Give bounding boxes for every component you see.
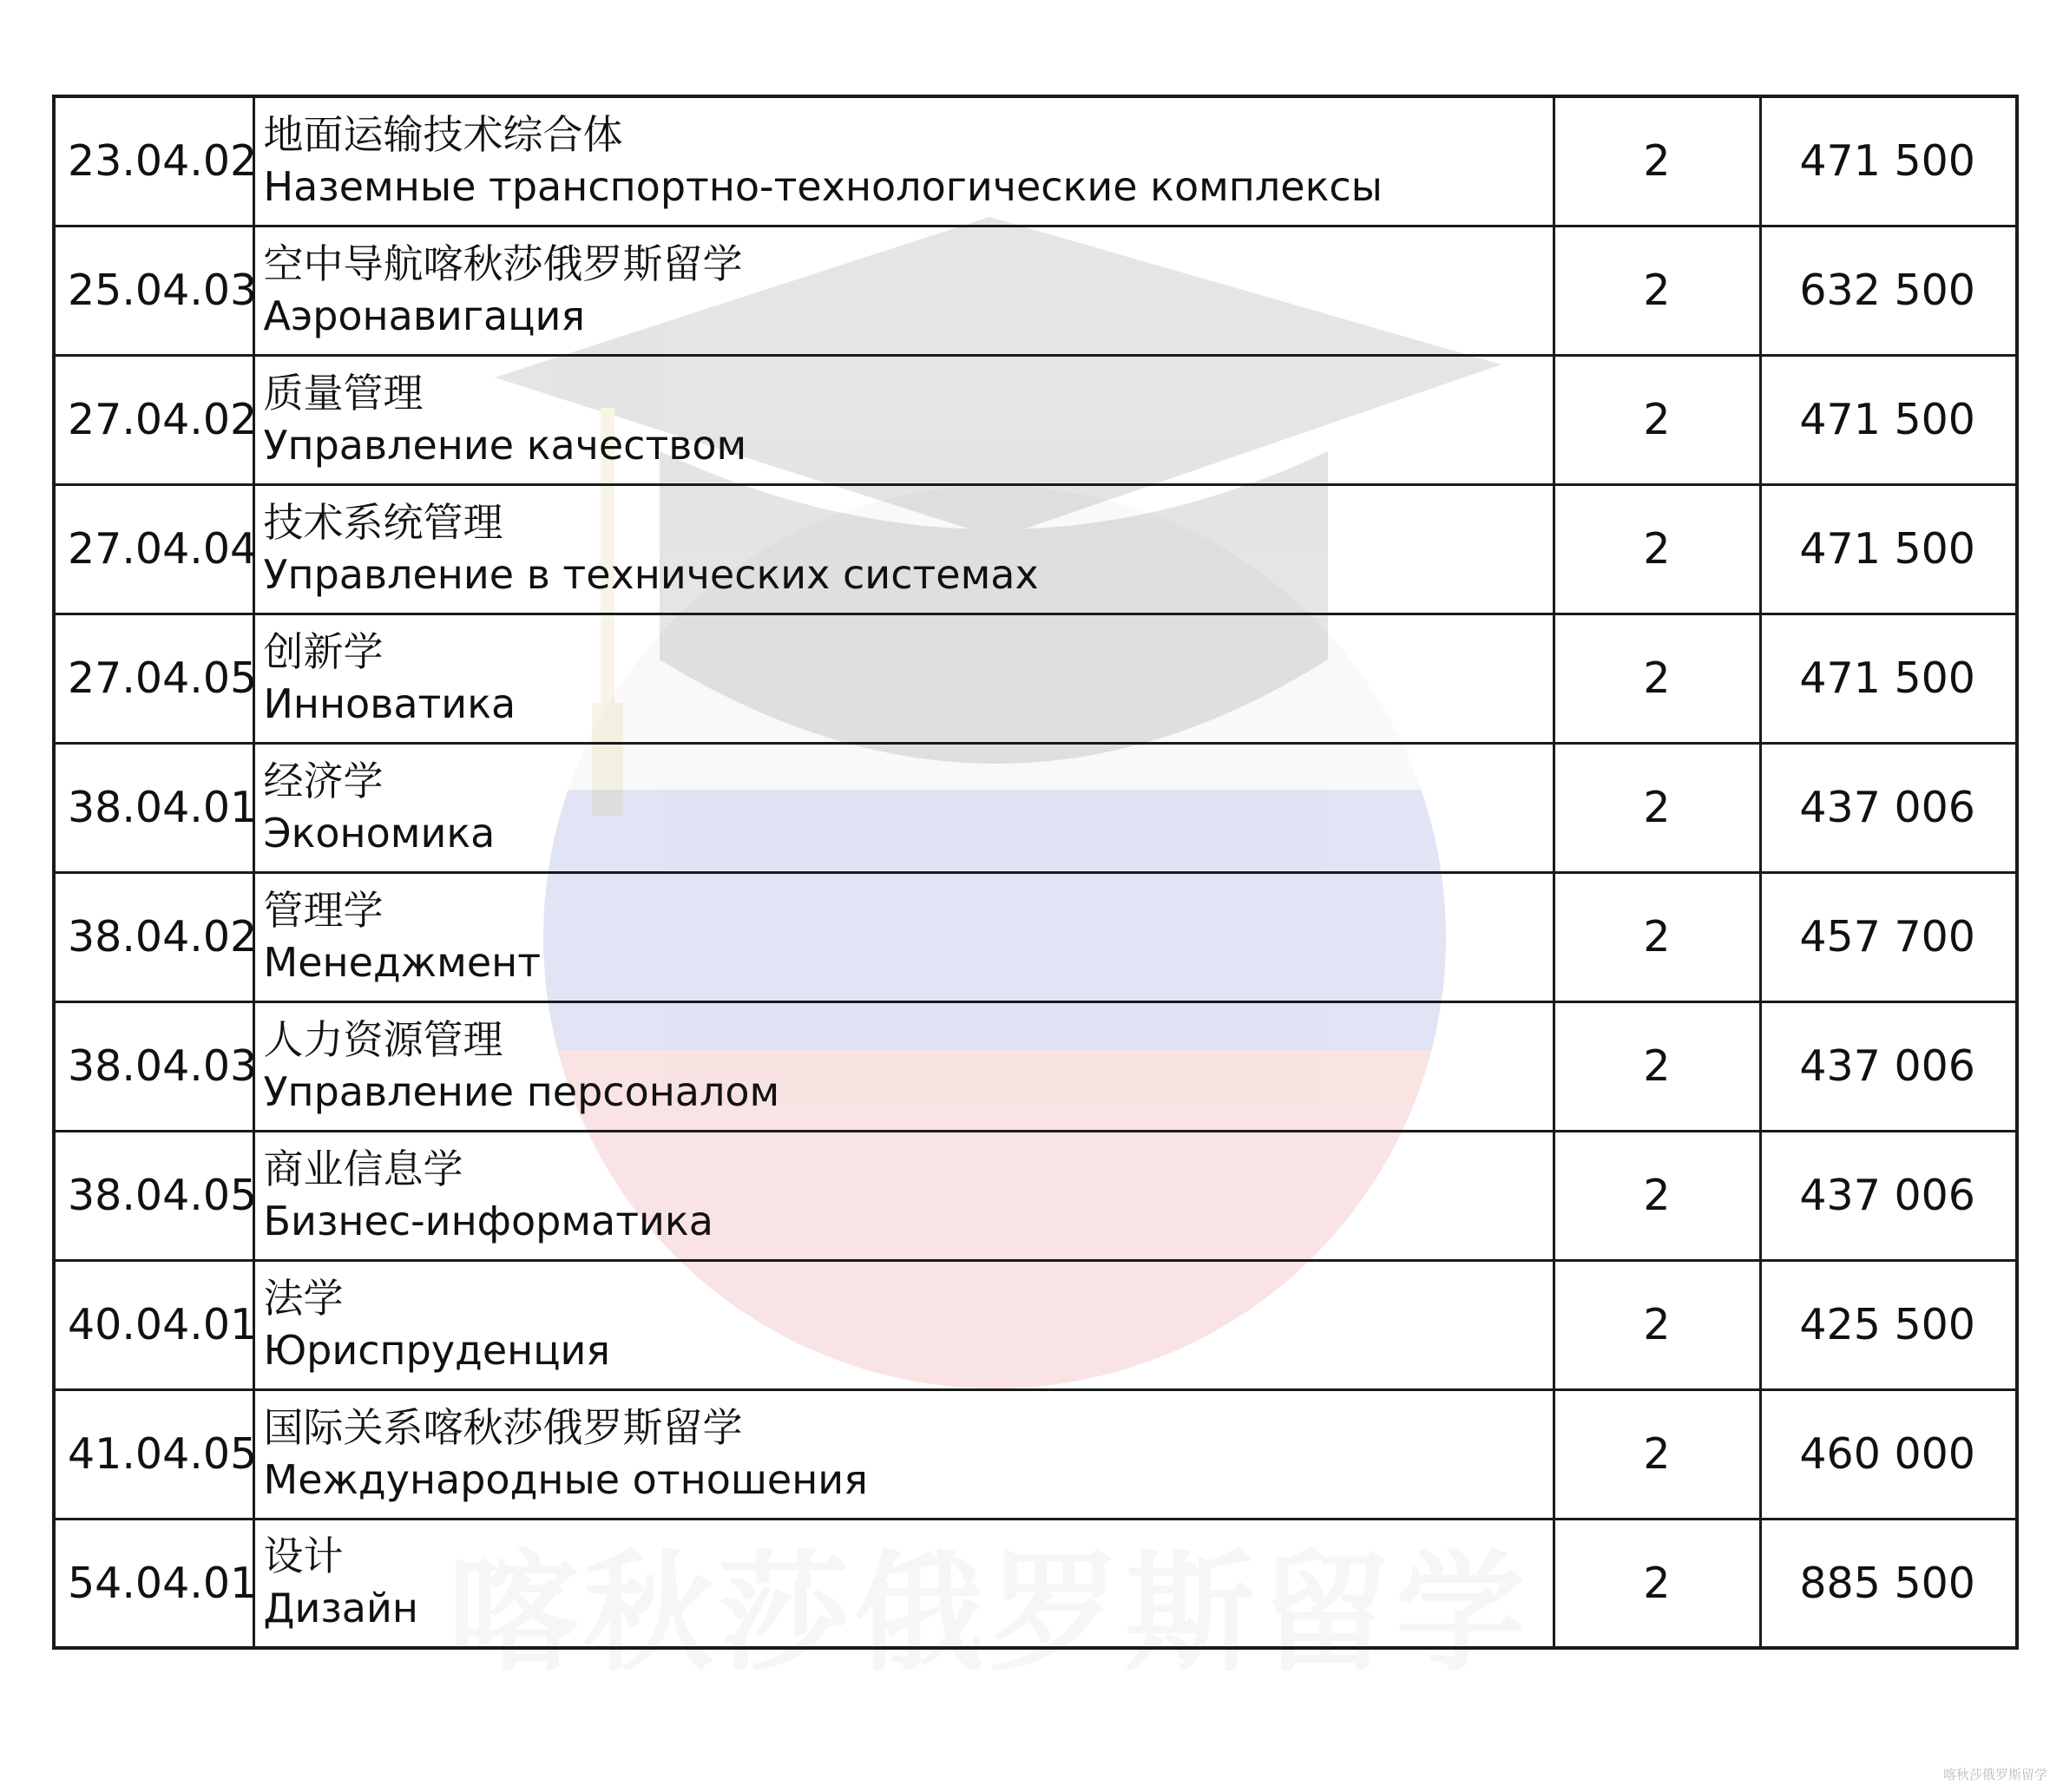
table-body (54, 96, 2017, 1648)
program-name-cell (253, 1001, 1554, 1131)
study-years-cell: 2 (1554, 1519, 1760, 1648)
tuition-price-cell: 457 700 (1760, 872, 2017, 1001)
tuition-price-cell: 632 500 (1760, 226, 2017, 355)
program-name-cell (253, 743, 1554, 872)
program-name-cell (253, 484, 1554, 614)
program-name-cell (253, 96, 1554, 226)
table-row (54, 1001, 2017, 1131)
program-name-ru: Юриспруденция (263, 1326, 611, 1374)
program-name-ru: Наземные транспортно-технологические комплексы (263, 162, 1383, 210)
program-name-zh: 空中导航喀秋莎俄罗斯留学 (263, 240, 743, 287)
program-code-cell: 23.04.02 (54, 96, 253, 226)
table-row (54, 1389, 2017, 1519)
study-years-cell: 2 (1554, 1001, 1760, 1131)
study-years-cell: 2 (1554, 1389, 1760, 1519)
program-name-ru: Экономика (263, 809, 496, 857)
program-code-cell: 38.04.05 (54, 1131, 253, 1260)
study-years-cell: 2 (1554, 743, 1760, 872)
program-name-ru: Управление в технических системах (263, 550, 1039, 598)
tuition-price-cell: 471 500 (1760, 614, 2017, 743)
study-years-cell: 2 (1554, 484, 1760, 614)
program-name-cell (253, 1131, 1554, 1260)
program-name-zh: 商业信息学 (263, 1145, 463, 1192)
tuition-price-cell: 471 500 (1760, 96, 2017, 226)
program-name-ru: Международные отношения (263, 1455, 868, 1503)
table-row (54, 96, 2017, 226)
program-name-zh: 地面运输技术综合体 (263, 110, 623, 158)
study-years-cell: 2 (1554, 355, 1760, 484)
tuition-price-cell: 885 500 (1760, 1519, 2017, 1648)
program-name-zh: 经济学 (263, 757, 384, 804)
watermark-text: 喀秋莎俄罗斯留学 (447, 1537, 1531, 1690)
program-name-cell (253, 1519, 1554, 1648)
table-row (54, 614, 2017, 743)
program-name-zh: 管理学 (263, 886, 384, 934)
study-years-cell: 2 (1554, 872, 1760, 1001)
tuition-table (52, 95, 2019, 1650)
program-code-cell: 38.04.03 (54, 1001, 253, 1131)
program-name-zh: 质量管理 (263, 369, 424, 417)
table-row (54, 226, 2017, 355)
program-name-zh: 设计 (263, 1533, 344, 1580)
program-name-cell (253, 1389, 1554, 1519)
program-code-cell: 25.04.03 (54, 226, 253, 355)
program-name-ru: Инноватика (263, 679, 516, 727)
tuition-price-cell: 460 000 (1760, 1389, 2017, 1519)
program-code-cell: 38.04.01 (54, 743, 253, 872)
corner-watermark: 喀秋莎俄罗斯留学 (1942, 1767, 2047, 1782)
program-name-zh: 国际关系喀秋莎俄罗斯留学 (263, 1403, 743, 1451)
program-name-ru: Бизнес-информатика (263, 1197, 713, 1244)
tuition-table-container (52, 95, 2019, 1650)
table-row (54, 1260, 2017, 1389)
study-years-cell: 2 (1554, 96, 1760, 226)
program-name-cell (253, 872, 1554, 1001)
study-years-cell: 2 (1554, 614, 1760, 743)
table-row (54, 743, 2017, 872)
table-row (54, 355, 2017, 484)
program-code-cell: 27.04.02 (54, 355, 253, 484)
tuition-price-cell: 471 500 (1760, 355, 2017, 484)
program-name-ru: Управление персоналом (263, 1067, 780, 1115)
program-name-zh: 创新学 (263, 627, 384, 675)
tuition-price-cell: 437 006 (1760, 1131, 2017, 1260)
program-name-cell (253, 226, 1554, 355)
program-name-zh: 技术系统管理 (263, 498, 503, 546)
program-code-cell: 40.04.01 (54, 1260, 253, 1389)
program-name-cell (253, 614, 1554, 743)
study-years-cell: 2 (1554, 1131, 1760, 1260)
tuition-price-cell: 437 006 (1760, 1001, 2017, 1131)
table-row (54, 1519, 2017, 1648)
study-years-cell: 2 (1554, 1260, 1760, 1389)
tuition-price-cell: 471 500 (1760, 484, 2017, 614)
program-code-cell: 38.04.02 (54, 872, 253, 1001)
program-code-cell: 54.04.01 (54, 1519, 253, 1648)
program-code-cell: 27.04.04 (54, 484, 253, 614)
study-years-cell: 2 (1554, 226, 1760, 355)
program-name-cell (253, 1260, 1554, 1389)
program-name-zh: 法学 (263, 1274, 344, 1322)
program-code-cell: 41.04.05 (54, 1389, 253, 1519)
program-code-cell: 27.04.05 (54, 614, 253, 743)
program-name-cell (253, 355, 1554, 484)
table-row (54, 872, 2017, 1001)
table-row (54, 1131, 2017, 1260)
program-name-ru: Управление качеством (263, 421, 747, 469)
table-row (54, 484, 2017, 614)
program-name-zh: 人力资源管理 (263, 1015, 503, 1063)
program-name-ru: Аэронавигация (263, 292, 586, 339)
program-name-ru: Дизайн (263, 1585, 418, 1632)
tuition-price-cell: 425 500 (1760, 1260, 2017, 1389)
tuition-price-cell: 437 006 (1760, 743, 2017, 872)
program-name-ru: Менеджмент (263, 938, 541, 986)
